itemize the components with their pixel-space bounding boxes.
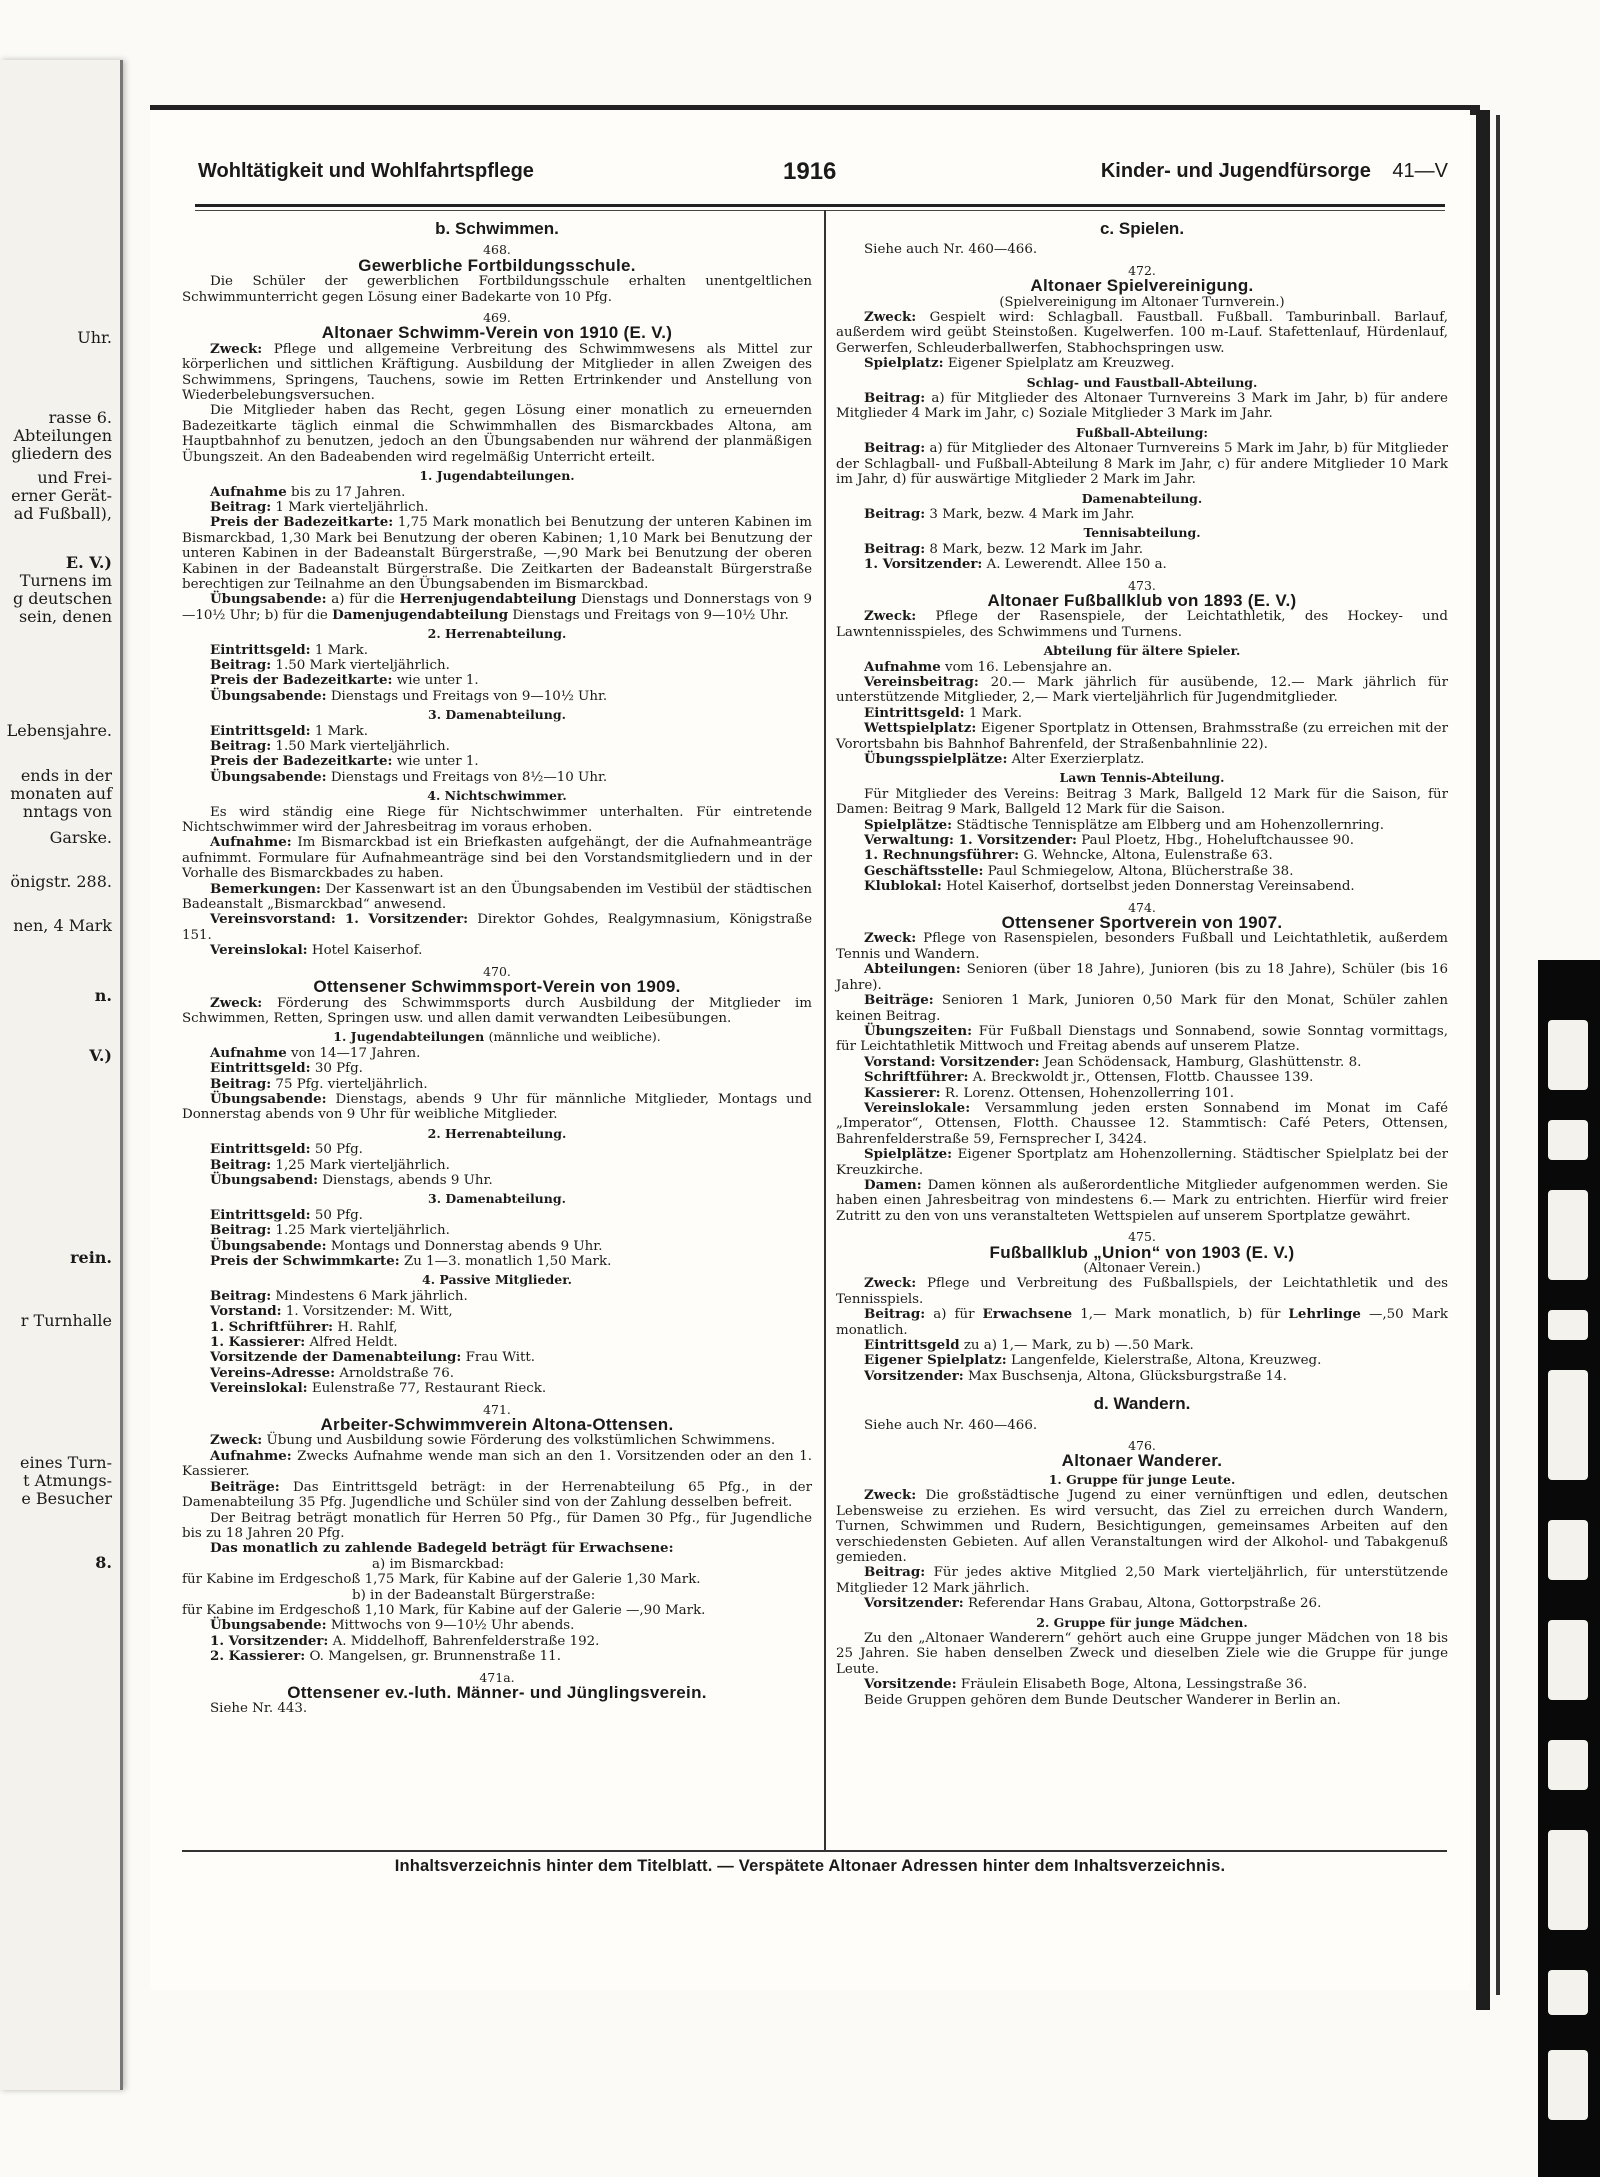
entry-purpose: Zweck: Übung und Ausbildung sowie Förderung des volkstümlichen Schwimmens.	[210, 1432, 776, 1449]
entry-title: Altonaer Schwimm-Verein von 1910 (E. V.)	[321, 323, 673, 343]
entry-field: Vorstand: Vorsitzender: Jean Schödensack, Hamburg, Glashüttenstr. 8.	[864, 1053, 1362, 1070]
entry-title: Gewerbliche Fortbildungsschule.	[358, 255, 636, 275]
fragment-text: n.	[94, 986, 112, 1005]
entry-number: 469.	[483, 310, 511, 326]
entry-subtitle: (Altonaer Verein.)	[1083, 1261, 1201, 1276]
fragment-text: E. V.)	[65, 553, 112, 572]
entry-field: Das monatlich zu zahlende Badegeld beträgt für Erwachsene:	[210, 1540, 674, 1557]
entry-field: Eintrittsgeld: 30 Pfg.	[210, 1060, 363, 1077]
section-heading: c. Spielen.	[1099, 219, 1185, 238]
entry-text: Die Schüler der gewerblichen Fortbildungsschule erhalten unentgeltlichen Schwimmunterricht gegen Lösung einer Badekarte von 10 Pfg.	[182, 274, 812, 305]
entry-field: Vorsitzender: Max Buschsenja, Altona, Glücksburgstraße 14.	[864, 1367, 1287, 1384]
entry-field: Preis der Badezeitkarte: wie unter 1.	[210, 753, 479, 770]
fragment-text: nen, 4 Mark	[13, 916, 112, 935]
subsection-heading: 1. Jugendabteilungen.	[419, 468, 575, 484]
entry-field: Vereinslokal: Eulenstraße 77, Restaurant Rieck.	[210, 1380, 547, 1397]
entry-field: Übungsspielplätze: Alter Exerzierplatz.	[864, 751, 1145, 767]
entry-field: Vereinslokale: Versammlung jeden ersten Sonnabend im Monat im Café „Imperator“, Ottensen, Flotth. Chaussee 12. Stammtisch: Café Peters, Ottensen, Bahrenfelderstraße 59, Fernsprecher I, 3424.	[836, 1099, 1448, 1147]
entry-field: Kassierer: R. Lorenz. Ottensen, Hohenzollerring 101.	[864, 1084, 1235, 1101]
entry-field: Beitrag: 1.50 Mark vierteljährlich.	[210, 738, 450, 754]
entry-field: Preis der Badezeitkarte: wie unter 1.	[210, 672, 479, 689]
entry-number: 476.	[1128, 1438, 1156, 1454]
entry-field: Vorsitzender: Referendar Hans Grabau, Altona, Gottorpstraße 26.	[864, 1595, 1322, 1612]
entry-field: Eintrittsgeld: 50 Pfg.	[210, 1141, 363, 1158]
fragment-text: t Atmungs-	[23, 1471, 112, 1490]
entry-text: für Kabine im Erdgeschoß 1,10 Mark, für Kabine auf der Galerie —,90 Mark.	[182, 1602, 706, 1618]
entry-field: Übungsabende: Mittwochs von 9—10½ Uhr abends.	[210, 1617, 575, 1634]
entry-purpose: Zweck: Pflege der Rasenspiele, der Leichtathletik, des Hockey- und Lawntennisspieles, des Schwimmens und Turnens.	[836, 608, 1448, 640]
entry-field: 1. Schriftführer: H. Rahlf,	[210, 1318, 398, 1335]
entry-text: für Kabine im Erdgeschoß 1,75 Mark, für Kabine auf der Galerie 1,30 Mark.	[182, 1572, 701, 1588]
header-rule-thin	[195, 210, 1445, 211]
adjacent-page-fragment	[0, 60, 123, 2090]
entry-title: Altonaer Fußballklub von 1893 (E. V.)	[987, 590, 1297, 610]
entry-title: Altonaer Wanderer.	[1061, 1451, 1223, 1471]
entry-text: Die Mitglieder haben das Recht, gegen Lösung einer monatlich zu erneuernden Badezeitkarte täglich einmal die Schwimmhallen des Bismarckbades Altona, am Hauptbahnhof zu benutzen, jedoch an den Übungsabenden nur während der planmäßigen Übungszeit. An den Badeabenden wird regelmäßig Unterricht erteilt.	[182, 403, 812, 465]
subsection-heading: Tennisabteilung.	[1083, 525, 1201, 541]
entry-field: Beiträge: Senioren 1 Mark, Junioren 0,50 Mark für den Monat, Schüler zahlen keinen Beitrag.	[836, 992, 1448, 1024]
entry-field: 2. Kassierer: O. Mangelsen, gr. Brunnenstraße 11.	[210, 1648, 561, 1665]
subsection-heading: 4. Nichtschwimmer.	[427, 788, 567, 804]
entry-field: Vorstand: 1. Vorsitzender: M. Witt,	[210, 1303, 453, 1320]
fragment-text: Abteilungen	[13, 426, 112, 445]
entry-field: Eintrittsgeld: 1 Mark.	[210, 722, 369, 739]
entry-field: Vereinslokal: Hotel Kaiserhof.	[210, 942, 423, 959]
entry-field: Übungsabende: Dienstags, abends 9 Uhr für männliche Mitglieder, Montags und Donnerstag abends von 9 Uhr für weibliche Mitglieder.	[182, 1090, 812, 1123]
entry-text: b) in der Badeanstalt Bürgerstraße:	[352, 1587, 596, 1603]
entry-field: Beiträge: Das Eintrittsgeld beträgt: in der Herrenabteilung 65 Pfg., in der Damenabteilung 35 Pfg. Jugendliche und Schüler sind von der Zahlung desselben befreit.	[182, 1478, 812, 1511]
fragment-text: Lebensjahre.	[6, 721, 112, 740]
entry-purpose: Zweck: Gespielt wird: Schlagball. Faustball. Fußball. Tamburinball. Barlauf, außerdem wird geübt Steinstoßen. Kugelwerfen. 100 m-Lauf. Stafettenlauf, Hürdenlauf, Gerwerfen, Schleuderballwerfen, Stabhochspringen usw.	[836, 309, 1448, 356]
entry-field: Abteilungen: Senioren (über 18 Jahre), Junioren (bis zu 18 Jahre), Schüler (bis 16 Jahre).	[836, 961, 1448, 993]
subsection-heading: Fußball-Abteilung:	[1076, 424, 1208, 440]
entry-number: 468.	[483, 242, 511, 258]
subsection-heading: 1. Jugendabteilungen (männliche und weibliche).	[333, 1029, 661, 1045]
section-heading: b. Schwimmen.	[435, 219, 559, 238]
fragment-text: 8.	[95, 1553, 112, 1572]
entry-number: 470.	[483, 963, 511, 979]
entry-field: 1. Vorsitzender: A. Middelhoff, Bahrenfelderstraße 192.	[210, 1632, 600, 1649]
entry-field: Aufnahme: Zwecks Aufnahme wende man sich an den 1. Vorsitzenden oder an den 1. Kassierer.	[182, 1447, 812, 1480]
entry-number: 473.	[1128, 577, 1156, 593]
entry-field: Übungszeiten: Für Fußball Dienstags und Sonnabend, sowie Sonntag vormittags, für Leichtathletik Mittwoch und Freitag abends auf unserem Platze.	[836, 1022, 1448, 1055]
entry-text: Der Beitrag beträgt monatlich für Herren 50 Pfg., für Damen 30 Pfg., für Jugendliche bis zu 18 Jahren 20 Pfg.	[182, 1510, 812, 1541]
entry-field: Eintrittsgeld: 50 Pfg.	[210, 1206, 363, 1223]
fragment-text: ad Fußball),	[13, 504, 112, 523]
subsection-heading: Schlag- und Faustball-Abteilung.	[1026, 374, 1258, 390]
entry-purpose: Zweck: Pflege und Verbreitung des Fußballspiels, der Leichtathletik und des Tennisspiels.	[836, 1275, 1448, 1307]
cross-reference: Siehe auch Nr. 460—466.	[864, 242, 1038, 258]
entry-field: Übungsabende: Dienstags und Freitags von 9—10½ Uhr.	[210, 687, 608, 704]
entry-field: Geschäftsstelle: Paul Schmiegelow, Altona, Blücherstraße 38.	[864, 862, 1294, 879]
entry-field: Klublokal: Hotel Kaiserhof, dortselbst jeden Donnerstag Vereinsabend.	[864, 878, 1355, 895]
entry-field: Eintrittsgeld: 1 Mark.	[864, 704, 1023, 721]
entry-field: Vorsitzende: Fräulein Elisabeth Boge, Altona, Lessingstraße 36.	[864, 1676, 1308, 1693]
subsection-heading: Lawn Tennis-Abteilung.	[1059, 770, 1225, 786]
fragment-text: önigstr. 288.	[10, 872, 112, 891]
header-rule	[195, 204, 1445, 207]
entry-subtitle: (Spielvereinigung im Altonaer Turnverein.)	[999, 294, 1285, 310]
entry-text: Siehe Nr. 443.	[210, 1701, 308, 1717]
entry-field: Vereinsbeitrag: 20.— Mark jährlich für ausübende, 12.— Mark jährlich für unterstützende Mitglieder, 2,— Mark vierteljährlich für Jugendmitglieder.	[836, 673, 1448, 706]
subsection-heading: 2. Gruppe für junge Mädchen.	[1036, 1614, 1248, 1630]
document-page	[150, 110, 1470, 1990]
entry-field: Vereins-Adresse: Arnoldstraße 76.	[210, 1364, 454, 1381]
entry-field: Damen: Damen können als außerordentliche Mitglieder aufgenommen werden. Sie haben einen Jahresbeitrag von mindestens 6.— Mark zu entrichten. Hierfür wird freier Zutritt zu den von uns veranstalteten Wettspielen auf unserem Sportplatze gewährt.	[836, 1176, 1448, 1224]
entry-number: 471a.	[479, 1669, 515, 1685]
entry-field: Preis der Schwimmkarte: Zu 1—3. monatlich 1,50 Mark.	[210, 1253, 612, 1269]
entry-text: Es wird ständig eine Riege für Nichtschwimmer unterhalten. Für eintretende Nichtschwimmer wird der Jahresbeitrag im voraus erhoben.	[182, 804, 812, 836]
fragment-text: eines Turn-	[20, 1453, 112, 1472]
entry-field: Aufnahme von 14—17 Jahren.	[210, 1044, 421, 1061]
entry-title: Arbeiter-Schwimmverein Altona-Ottensen.	[320, 1415, 674, 1435]
page-footer-note: Inhaltsverzeichnis hinter dem Titelblatt. — Verspätete Altonaer Adressen hinter dem Inhaltsverzeichnis.	[394, 1857, 1226, 1875]
fragment-text: erner Gerät-	[11, 486, 112, 505]
entry-field: Beitrag: 75 Pfg. vierteljährlich.	[210, 1075, 428, 1092]
section-heading: d. Wandern.	[1093, 1394, 1191, 1414]
entry-field: Übungsabende: Dienstags und Freitags von 8½—10 Uhr.	[210, 768, 608, 785]
entry-number: 475.	[1128, 1229, 1156, 1245]
entry-field: Schriftführer: A. Breckwoldt jr., Ottensen, Flottb. Chaussee 139.	[864, 1069, 1314, 1086]
entry-number: 471.	[483, 1401, 511, 1417]
binding-shadow-right-inner	[1496, 115, 1500, 1995]
subsection-heading: 3. Damenabteilung.	[428, 1191, 566, 1207]
entry-field: Beitrag: 1.50 Mark vierteljährlich.	[210, 656, 450, 673]
fragment-text: und Frei-	[37, 468, 112, 487]
left-column	[182, 216, 812, 1717]
entry-field: Beitrag: a) für Mitglieder des Altonaer Turnvereins 5 Mark im Jahr, b) für Mitglieder der Schlagball- und Fußball-Abteilung 8 Mark im Jahr, c) für andere Mitglieder 10 Mark im Jahr, d) für auswärtige Mitglieder 2 Mark im Jahr.	[836, 440, 1448, 488]
header-page-number: 41—V	[1392, 160, 1448, 182]
entry-field: Übungsabend: Dienstags, abends 9 Uhr.	[210, 1171, 493, 1188]
entry-field: Beitrag: 3 Mark, bezw. 4 Mark im Jahr.	[864, 505, 1135, 522]
entry-field: Bemerkungen: Der Kassenwart ist an den Übungsabenden im Vestibül der städtischen Badeanstalt „Bismarckbad“ anwesend.	[182, 880, 813, 913]
fragment-text: e Besucher	[21, 1489, 112, 1508]
entry-field: Beitrag: a) für Mitglieder des Altonaer Turnvereins 3 Mark im Jahr, b) für andere Mitglieder 4 Mark im Jahr, c) Soziale Mitglieder 3 Mark im Jahr.	[836, 390, 1448, 422]
fragment-text: ends in der	[20, 766, 112, 785]
header-section-title: Wohltätigkeit und Wohlfahrtspflege	[198, 160, 534, 182]
entry-purpose: Zweck: Pflege von Rasenspielen, besonders Fußball und Leichtathletik, außerdem Tennis und Wandern.	[836, 930, 1448, 962]
entry-field: Aufnahme: Im Bismarckbad ist ein Briefkasten aufgehängt, der die Aufnahmeanträge aufnimmt. Formulare für Aufnahmeanträge sind bei den Vorstandsmitgliedern und in der Vorhalle des Bismarckbades zu haben.	[182, 834, 812, 882]
entry-field: Beitrag: 1.25 Mark vierteljährlich.	[210, 1222, 450, 1239]
subsection-heading: 1. Gruppe für junge Leute.	[1048, 1471, 1236, 1487]
fragment-text: Garske.	[49, 828, 112, 847]
entry-field: Preis der Badezeitkarte: 1,75 Mark monatlich bei Benutzung der unteren Kabinen im Bismarckbad, 1,30 Mark bei Benutzung der oberen Kabinen; 1,10 Mark bei Benutzung der unteren Kabinen in der Badeanstalt Bürgerstraße, —,90 Mark bei Benutzung der oberen Kabinen in der Badeanstalt Bürgerstraße. Die Zeitkarten der Badeanstalt Bürgerstraße berechtigen zur Teilnahme an den Übungsabenden im Bismarckbad.	[182, 514, 812, 592]
fragment-text: nntags von	[22, 802, 112, 821]
entry-title: Altonaer Spielvereinigung.	[1030, 276, 1254, 296]
entry-text: Zu den „Altonaer Wanderern“ gehört auch eine Gruppe junger Mädchen von 18 bis 25 Jahren. Sie haben denselben Zweck und dieselben Ziele wie die Gruppe für junge Leute.	[836, 1630, 1448, 1677]
right-column	[836, 216, 1448, 1708]
entry-field: Spielplätze: Eigener Sportplatz am Hohenzollerning. Städtischer Spielplatz bei der Kreuzkirche.	[836, 1146, 1449, 1178]
fragment-text: monaten auf	[10, 784, 112, 803]
entry-field: Eigener Spielplatz: Langenfelde, Kielerstraße, Altona, Kreuzweg.	[864, 1352, 1322, 1369]
entry-title: Ottensener Schwimmsport-Verein von 1909.	[313, 977, 681, 997]
fragment-text: r Turnhalle	[20, 1311, 112, 1330]
fragment-text: sein, denen	[18, 607, 112, 626]
next-page-edge	[1538, 960, 1600, 2177]
entry-purpose: Zweck: Förderung des Schwimmsports durch Ausbildung der Mitglieder im Schwimmen, Retten, Springen usw. und allen damit verwandten Leibesübungen.	[182, 994, 812, 1026]
entry-field: Spielplätze: Städtische Tennisplätze am Elbberg und am Hohenzollernring.	[864, 816, 1384, 833]
entry-field: Eintrittsgeld zu a) 1,— Mark, zu b) —.50 Mark.	[864, 1337, 1194, 1354]
entry-field: Übungsabende: a) für die Herrenjugendabteilung Dienstags und Donnerstags von 9—10½ Uhr; b) für die Damenjugendabteilung Dienstags und Freitags von 9—10½ Uhr.	[182, 591, 812, 623]
subsection-heading: 2. Herrenabteilung.	[427, 1125, 567, 1141]
fragment-text: gliedern des	[11, 444, 112, 463]
entry-title: Ottensener Sportverein von 1907.	[1001, 913, 1283, 933]
fragment-text: rein.	[70, 1248, 112, 1267]
entry-field: Wettspielplatz: Eigener Sportplatz in Ottensen, Brahmsstraße (zu erreichen mit der Vorortsbahn bis Bahnhof Bahrenfeld, der Straßenbahnlinie 22).	[836, 720, 1448, 752]
entry-field: Beitrag: Für jedes aktive Mitglied 2,50 Mark vierteljährlich, für unterstützende Mitglieder 12 Mark jährlich.	[836, 1564, 1448, 1596]
column-divider	[824, 210, 826, 1850]
fragment-text: g deutschen	[12, 589, 112, 608]
entry-field: Beitrag: a) für Erwachsene 1,— Mark monatlich, b) für Lehrlinge —,50 Mark monatlich.	[836, 1306, 1448, 1338]
fragment-text: Turnens im	[19, 571, 112, 590]
fragment-text: V.)	[89, 1046, 112, 1065]
page-header	[198, 160, 1448, 192]
entry-field: Vorsitzende der Damenabteilung: Frau Witt.	[210, 1349, 536, 1366]
entry-field: Spielplatz: Eigener Spielplatz am Kreuzweg.	[864, 355, 1175, 372]
entry-title: Fußballklub „Union“ von 1903 (E. V.)	[989, 1242, 1295, 1262]
binding-shadow-right	[1476, 110, 1490, 2010]
subsection-heading: Damenabteilung.	[1081, 490, 1203, 506]
entry-title: Ottensener ev.-luth. Männer- und Jünglingsverein.	[287, 1682, 707, 1702]
entry-field: Beitrag: 1,25 Mark vierteljährlich.	[210, 1156, 450, 1173]
cross-reference: Siehe auch Nr. 460—466.	[864, 1417, 1038, 1433]
header-subsection	[1101, 160, 1448, 183]
entry-text: Beide Gruppen gehören dem Bunde Deutscher Wanderer in Berlin an.	[864, 1692, 1341, 1708]
subsection-heading: Abteilung für ältere Spieler.	[1043, 643, 1241, 659]
entry-field: Aufnahme bis zu 17 Jahren.	[210, 483, 406, 500]
entry-text: a) im Bismarckbad:	[372, 1556, 505, 1572]
subsection-heading: 4. Passive Mitglieder.	[422, 1272, 572, 1288]
entry-field: Vereinsvorstand: 1. Vorsitzender: Direktor Gohdes, Realgymnasium, Königstraße 151.	[182, 911, 812, 943]
entry-purpose: Zweck: Pflege und allgemeine Verbreitung des Schwimmwesens als Mittel zur körperlichen und sittlichen Kräftigung. Ausbildung der Mitglieder in allen Zweigen des Schwimmens, Springens, Tauchens, sowie im Retten Ertrinkender und Anstellung von Wiederbelebungsversuchen.	[182, 340, 812, 404]
entry-number: 472.	[1128, 262, 1156, 278]
header-subsection-title: Kinder- und Jugendfürsorge	[1100, 160, 1371, 182]
subsection-heading: 2. Herrenabteilung.	[427, 626, 567, 642]
header-year: 1916	[783, 158, 837, 185]
entry-text: Für Mitglieder des Vereins: Beitrag 3 Mark, Ballgeld 12 Mark für die Saison, für Damen: Beitrag 9 Mark, Ballgeld 12 Mark für die Saison.	[836, 786, 1448, 818]
entry-field: Verwaltung: 1. Vorsitzender: Paul Ploetz, Hbg., Hoheluftchaussee 90.	[864, 832, 1355, 849]
fragment-text: Uhr.	[77, 328, 112, 347]
entry-field: Beitrag: Mindestens 6 Mark jährlich.	[210, 1287, 468, 1304]
entry-field: Beitrag: 1 Mark vierteljährlich.	[210, 498, 429, 515]
entry-field: 1. Rechnungsführer: G. Wehncke, Altona, Eulenstraße 63.	[864, 847, 1273, 864]
entry-field: Übungsabende: Montags und Donnerstag abends 9 Uhr.	[210, 1237, 603, 1254]
footer-rule	[182, 1850, 1447, 1852]
entry-purpose: Zweck: Die großstädtische Jugend zu einer vernünftigen und edlen, deutschen Lebensweise zu erziehen. Es wird versucht, das Ziel zu erreichen durch Wandern, Turnen, Schwimmen und Rudern, Besichtigungen, gemeinsames Arbeiten auf den verschiedensten Gebieten. Auf allen Veranstaltungen wird der Alkohol- und Tabakgenuß gemieden.	[836, 1487, 1448, 1565]
fragment-text: rasse 6.	[48, 408, 112, 427]
entry-field: Aufnahme vom 16. Lebensjahre an.	[864, 658, 1113, 675]
entry-field: 1. Kassierer: Alfred Heldt.	[210, 1334, 398, 1351]
subsection-heading: 3. Damenabteilung.	[428, 707, 566, 723]
entry-field: Eintrittsgeld: 1 Mark.	[210, 641, 369, 658]
entry-number: 474.	[1128, 899, 1156, 915]
entry-field: 1. Vorsitzender: A. Lewerendt. Allee 150 a.	[864, 556, 1167, 573]
entry-field: Beitrag: 8 Mark, bezw. 12 Mark im Jahr.	[864, 540, 1144, 557]
